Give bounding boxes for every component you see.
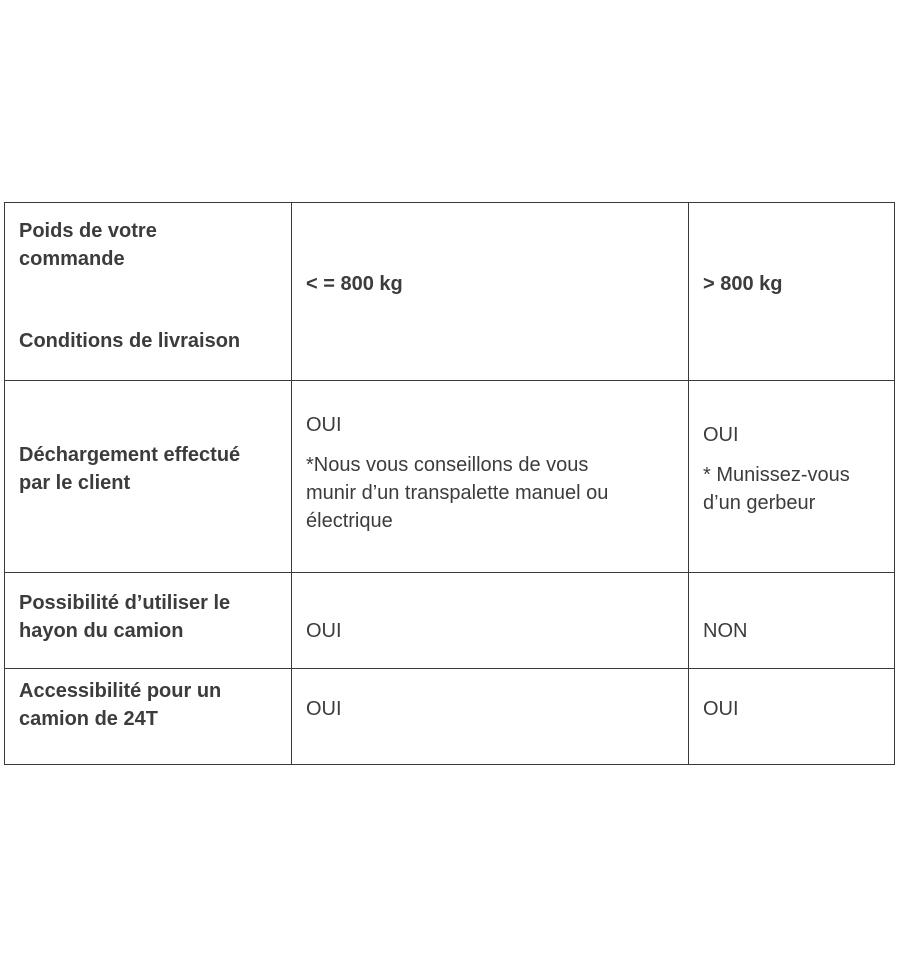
access-light-cell	[292, 669, 689, 765]
unloading-light-answer: OUI	[306, 413, 342, 436]
unloading-heavy-answer: OUI	[703, 423, 739, 446]
tailgate-heavy-answer: NON	[703, 619, 748, 642]
table-row-unloading	[5, 381, 895, 573]
unloading-light-note-line3: électrique	[306, 509, 393, 532]
unloading-light-cell	[292, 381, 689, 573]
unloading-light-note-line1: *Nous vous conseillons de vous	[306, 453, 589, 476]
tailgate-light-answer: OUI	[306, 619, 342, 642]
table-row-tailgate	[5, 573, 895, 669]
header-light-weight: < = 800 kg	[306, 272, 403, 295]
header-heavy-weight: > 800 kg	[703, 272, 783, 295]
tailgate-label-line1: Possibilité d’utiliser le	[19, 591, 231, 614]
access-label-line2: camion de 24T	[19, 707, 158, 730]
tailgate-label-cell	[5, 573, 292, 669]
unloading-light-note-line2: munir d’un transpalette manuel ou	[306, 481, 609, 504]
header-heavy-weight-cell	[689, 203, 895, 381]
table-row-access	[5, 669, 895, 765]
access-light-answer: OUI	[306, 697, 342, 720]
access-label-line1: Accessibilité pour un	[19, 679, 222, 702]
tailgate-heavy-cell	[689, 573, 895, 669]
tailgate-label-line2: hayon du camion	[19, 619, 184, 642]
unloading-heavy-cell	[689, 381, 895, 573]
unloading-heavy-note-line1: * Munissez-vous	[703, 463, 850, 486]
access-label-cell	[5, 669, 292, 765]
delivery-conditions-table	[4, 202, 895, 765]
table-header-row	[5, 203, 895, 381]
header-weight-label-line1: Poids de votre	[19, 220, 157, 242]
unloading-label-line2: par le client	[19, 471, 131, 494]
unloading-label-line1: Déchargement effectué	[19, 443, 241, 466]
tailgate-light-cell	[292, 573, 689, 669]
header-label-cell	[5, 203, 292, 381]
access-heavy-answer: OUI	[703, 697, 739, 720]
header-light-weight-cell	[292, 203, 689, 381]
header-weight-label-line2: commande	[19, 248, 125, 270]
unloading-label-cell	[5, 381, 292, 573]
header-conditions-label: Conditions de livraison	[19, 330, 241, 352]
unloading-heavy-note-line2: d’un gerbeur	[703, 491, 816, 514]
access-heavy-cell	[689, 669, 895, 765]
